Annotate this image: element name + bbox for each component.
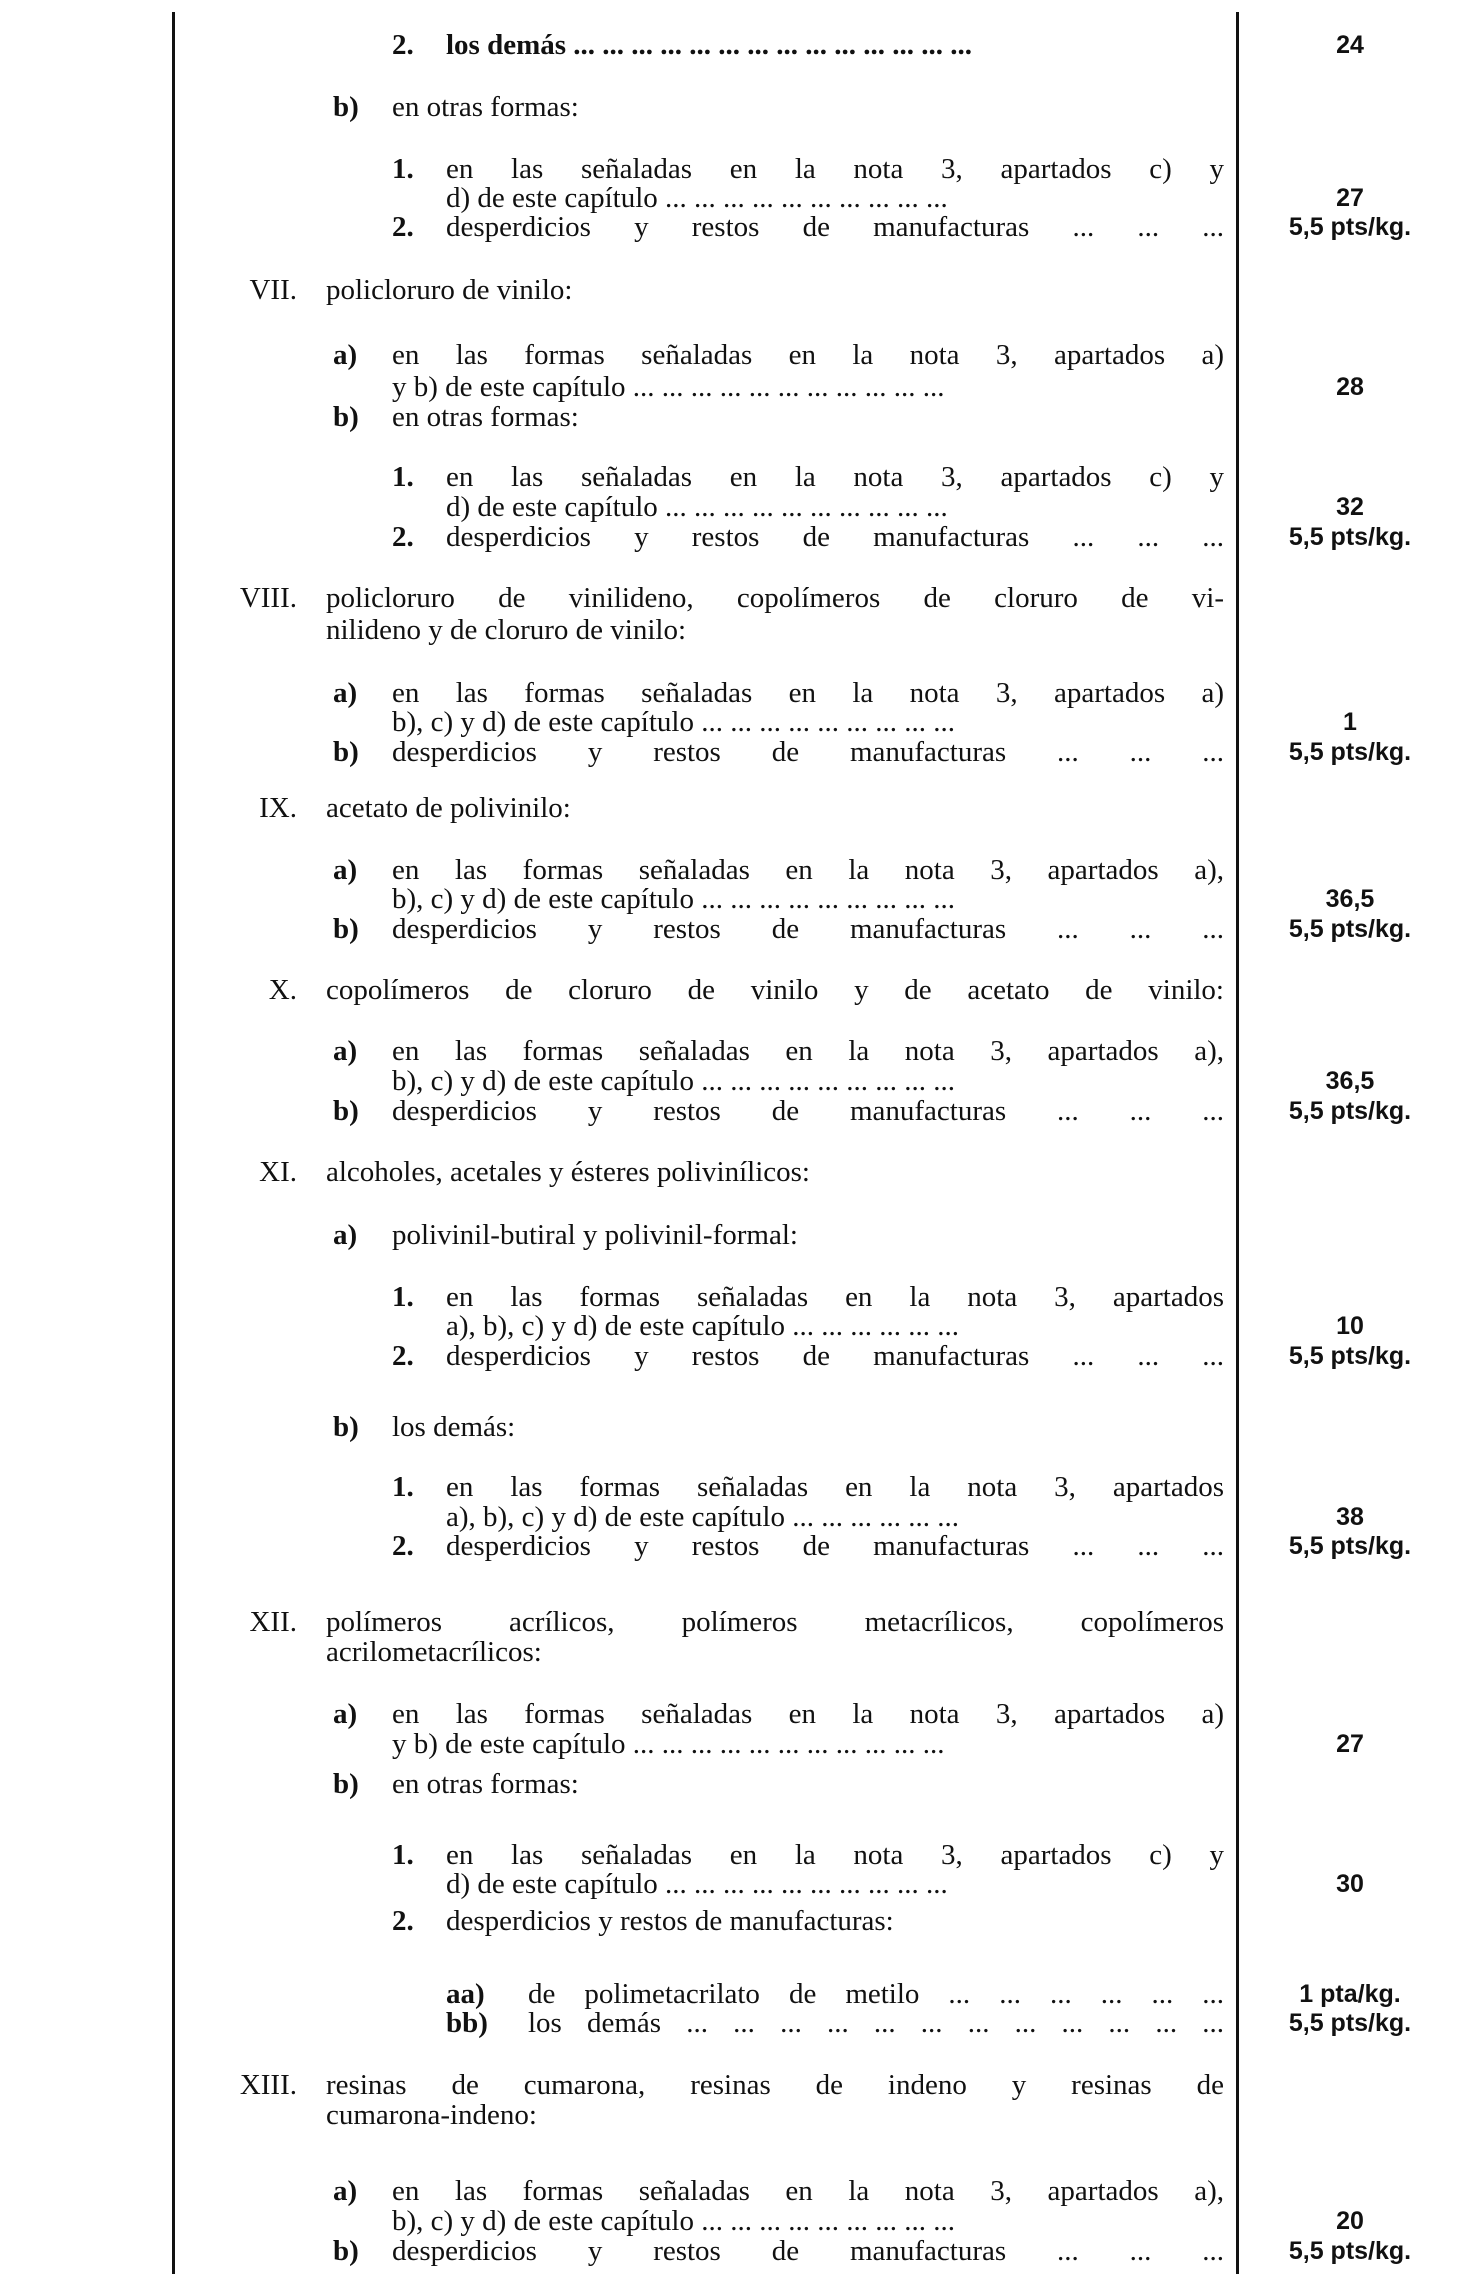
item-number: 1.	[392, 1839, 414, 1871]
heading-numeral: X.	[268, 974, 297, 1006]
heading-numeral: XI.	[259, 1156, 297, 1188]
item-text: en las formas señaladas en la nota 3, apartados a)	[392, 1698, 1224, 1730]
center-rule	[1236, 12, 1239, 2274]
item-text: y b) de este capítulo ... ... ... ... ... ... ... ... ... ... ...	[392, 1728, 945, 1760]
duty-rate: 1 pta/kg.	[1299, 1980, 1401, 2008]
item-text: de polimetacrilato de metilo ... ... ... ... ... ...	[528, 1978, 1224, 2010]
item-text: desperdicios y restos de manufacturas ... ... ...	[392, 2235, 1224, 2267]
item-text: en las señaladas en la nota 3, apartados c) y	[446, 1839, 1224, 1871]
duty-rate: 5,5 pts/kg.	[1288, 213, 1412, 241]
duty-rate: 27	[1336, 1730, 1364, 1758]
item-letter: a)	[333, 1035, 358, 1067]
item-number: 1.	[392, 461, 414, 493]
duty-rate: 5,5 pts/kg.	[1288, 1342, 1412, 1370]
item-sub-letter: bb)	[446, 2007, 488, 2039]
item-letter: a)	[333, 2175, 358, 2207]
duty-rate: 5,5 pts/kg.	[1288, 915, 1412, 943]
item-text: en las señaladas en la nota 3, apartados c) y	[446, 461, 1224, 493]
item-number: 2.	[392, 29, 414, 61]
item-number: 1.	[392, 1281, 414, 1313]
item-letter: b)	[333, 91, 359, 123]
item-text: desperdicios y restos de manufacturas ... ... ...	[446, 1340, 1224, 1372]
item-text: en otras formas:	[392, 91, 579, 123]
item-letter: b)	[333, 736, 359, 768]
heading-text: polímeros acrílicos, polímeros metacrílicos, copolímeros	[326, 1606, 1224, 1638]
heading-numeral: XIII.	[239, 2069, 297, 2101]
item-text: d) de este capítulo ... ... ... ... ... ... ... ... ... ...	[446, 1868, 948, 1900]
heading-text: nilideno y de cloruro de vinilo:	[326, 614, 687, 646]
item-text: en otras formas:	[392, 401, 579, 433]
duty-rate: 5,5 pts/kg.	[1288, 738, 1412, 766]
item-letter: a)	[333, 339, 358, 371]
item-text: desperdicios y restos de manufacturas ... ... ...	[446, 1530, 1224, 1562]
item-letter: a)	[333, 1219, 358, 1251]
item-text: en las formas señaladas en la nota 3, apartados a)	[392, 339, 1224, 371]
duty-rate: 30	[1336, 1870, 1364, 1898]
heading-text: alcoholes, acetales y ésteres polivinílicos:	[326, 1156, 810, 1188]
item-text: b), c) y d) de este capítulo ... ... ... ... ... ... ... ... ...	[392, 2205, 955, 2237]
item-text: desperdicios y restos de manufacturas ... ... ...	[446, 521, 1224, 553]
item-number: 1.	[392, 153, 414, 185]
item-text: d) de este capítulo ... ... ... ... ... ... ... ... ... ...	[446, 491, 948, 523]
duty-rate: 36,5	[1325, 885, 1375, 913]
item-text: en las formas señaladas en la nota 3, apartados a),	[392, 854, 1224, 886]
item-letter: b)	[333, 401, 359, 433]
item-text: en las formas señaladas en la nota 3, apartados	[446, 1471, 1224, 1503]
item-text: polivinil-butiral y polivinil-formal:	[392, 1219, 798, 1251]
item-number: 1.	[392, 1471, 414, 1503]
item-text: desperdicios y restos de manufacturas ... ... ...	[392, 1095, 1224, 1127]
duty-rate: 36,5	[1325, 1067, 1375, 1095]
item-letter: b)	[333, 1768, 359, 1800]
item-text: b), c) y d) de este capítulo ... ... ... ... ... ... ... ... ...	[392, 1065, 955, 1097]
item-text: en las formas señaladas en la nota 3, apartados a),	[392, 2175, 1224, 2207]
item-letter: b)	[333, 2235, 359, 2267]
item-text: y b) de este capítulo ... ... ... ... ... ... ... ... ... ... ...	[392, 371, 945, 403]
heading-text: copolímeros de cloruro de vinilo y de acetato de vinilo:	[326, 974, 1224, 1006]
item-text: a), b), c) y d) de este capítulo ... ... ... ... ... ...	[446, 1501, 959, 1533]
item-sub-letter: aa)	[446, 1978, 485, 2010]
heading-numeral: VII.	[249, 274, 297, 306]
item-text: a), b), c) y d) de este capítulo ... ... ... ... ... ...	[446, 1310, 959, 1342]
duty-rate: 10	[1336, 1312, 1364, 1340]
item-letter: b)	[333, 1095, 359, 1127]
item-text: en las formas señaladas en la nota 3, apartados a)	[392, 677, 1224, 709]
duty-rate: 5,5 pts/kg.	[1288, 523, 1412, 551]
item-text: desperdicios y restos de manufacturas ... ... ...	[392, 736, 1224, 768]
item-letter: b)	[333, 913, 359, 945]
item-text: en las formas señaladas en la nota 3, apartados	[446, 1281, 1224, 1313]
heading-numeral: XII.	[249, 1606, 297, 1638]
item-text: d) de este capítulo ... ... ... ... ... ... ... ... ... ...	[446, 182, 948, 214]
heading-text: policloruro de vinilideno, copolímeros de cloruro de vi-	[326, 582, 1224, 614]
item-text: b), c) y d) de este capítulo ... ... ... ... ... ... ... ... ...	[392, 706, 955, 738]
duty-rate: 5,5 pts/kg.	[1288, 1097, 1412, 1125]
duty-rate: 24	[1336, 31, 1364, 59]
item-text: en las señaladas en la nota 3, apartados c) y	[446, 153, 1224, 185]
left-rule	[172, 12, 175, 2274]
item-letter: b)	[333, 1411, 359, 1443]
heading-text: resinas de cumarona, resinas de indeno y resinas de	[326, 2069, 1224, 2101]
item-letter: a)	[333, 1698, 358, 1730]
item-text: b), c) y d) de este capítulo ... ... ... ... ... ... ... ... ...	[392, 883, 955, 915]
item-text: en otras formas:	[392, 1768, 579, 1800]
heading-numeral: VIII.	[239, 582, 297, 614]
item-number: 2.	[392, 1340, 414, 1372]
item-number: 2.	[392, 1530, 414, 1562]
item-text: los demás ... ... ... ... ... ... ... ... ... ... ... ... ... ...	[446, 29, 973, 61]
duty-rate: 5,5 pts/kg.	[1288, 2237, 1412, 2265]
item-text: en las formas señaladas en la nota 3, apartados a),	[392, 1035, 1224, 1067]
heading-text: acetato de polivinilo:	[326, 792, 571, 824]
item-text: desperdicios y restos de manufacturas ... ... ...	[446, 211, 1224, 243]
heading-text: policloruro de vinilo:	[326, 274, 573, 306]
item-text: desperdicios y restos de manufacturas ... ... ...	[392, 913, 1224, 945]
duty-rate: 27	[1336, 184, 1364, 212]
duty-rate: 20	[1336, 2207, 1364, 2235]
duty-rate: 1	[1343, 708, 1357, 736]
heading-text: cumarona-indeno:	[326, 2099, 537, 2131]
item-text: desperdicios y restos de manufacturas:	[446, 1905, 894, 1937]
item-letter: a)	[333, 854, 358, 886]
duty-rate: 5,5 pts/kg.	[1288, 2009, 1412, 2037]
item-text: los demás:	[392, 1411, 516, 1443]
heading-numeral: IX.	[259, 792, 297, 824]
heading-text: acrilometacrílicos:	[326, 1636, 542, 1668]
item-letter: a)	[333, 677, 358, 709]
duty-rate: 28	[1336, 373, 1364, 401]
item-text: los demás ... ... ... ... ... ... ... ... ... ... ... ...	[528, 2007, 1224, 2039]
duty-rate: 5,5 pts/kg.	[1288, 1532, 1412, 1560]
item-number: 2.	[392, 1905, 414, 1937]
item-number: 2.	[392, 211, 414, 243]
duty-rate: 38	[1336, 1503, 1364, 1531]
item-number: 2.	[392, 521, 414, 553]
duty-rate: 32	[1336, 493, 1364, 521]
